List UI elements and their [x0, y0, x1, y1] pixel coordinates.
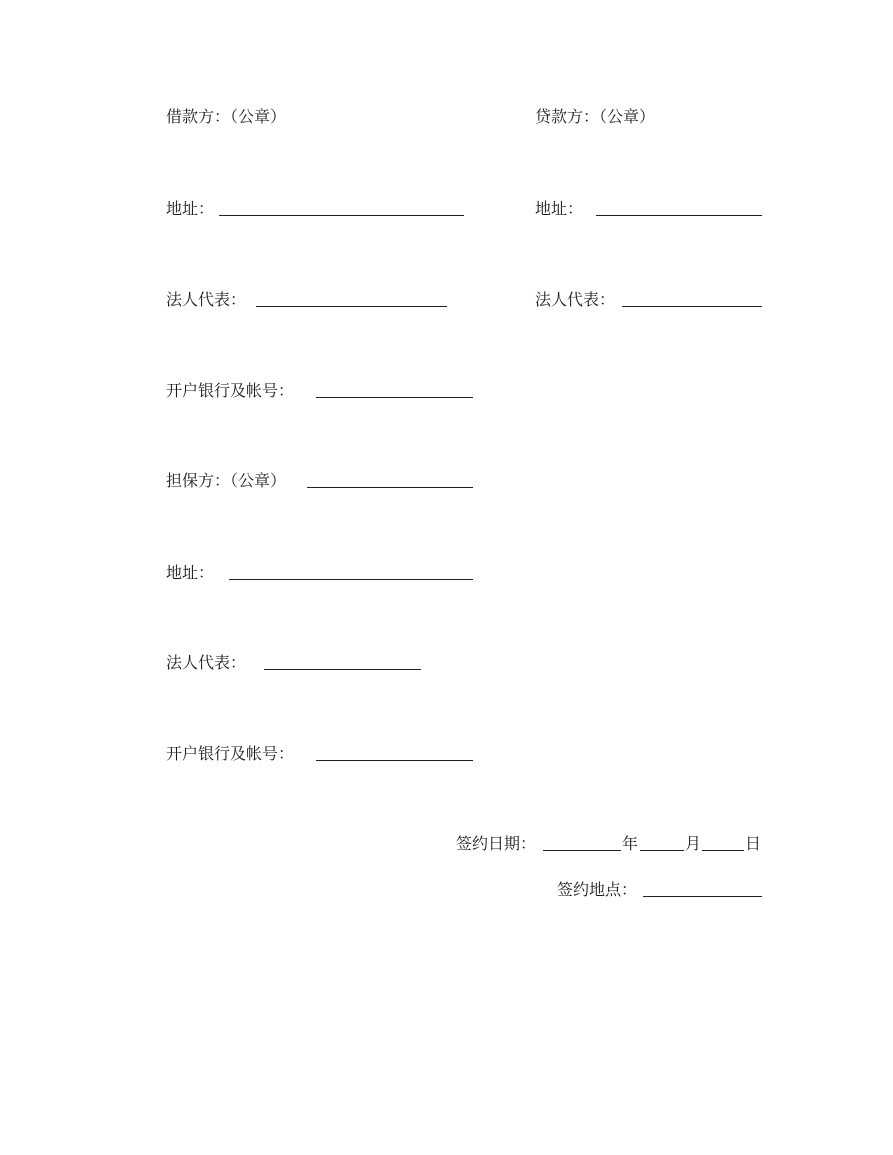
guarantor-address-label: 地址：: [166, 563, 215, 582]
guarantor-legal-rep-line[interactable]: [264, 669, 421, 670]
borrower-legal-rep-label: 法人代表：: [166, 290, 247, 309]
guarantor-seal-line[interactable]: [307, 487, 473, 488]
guarantor-address-line[interactable]: [229, 579, 473, 580]
signing-date-label: 签约日期：: [456, 834, 537, 853]
month-label: 月: [685, 834, 702, 853]
year-label: 年: [622, 834, 639, 853]
signing-place-label: 签约地点：: [557, 880, 638, 899]
borrower-bank-account-line[interactable]: [316, 397, 473, 398]
lender-address-label: 地址：: [535, 199, 584, 218]
guarantor-bank-account-label: 开户银行及帐号：: [166, 744, 295, 763]
signing-place-line[interactable]: [643, 896, 762, 897]
day-label: 日: [745, 834, 762, 853]
borrower-seal-label: 借款方：（公章）: [166, 107, 287, 126]
guarantor-bank-account-line[interactable]: [316, 760, 473, 761]
borrower-address-label: 地址：: [166, 199, 215, 218]
guarantor-seal-label: 担保方：（公章）: [166, 471, 287, 490]
borrower-address-line[interactable]: [219, 215, 464, 216]
borrower-legal-rep-line[interactable]: [256, 306, 447, 307]
signing-year-line[interactable]: [543, 850, 621, 851]
lender-seal-label: 贷款方：（公章）: [535, 107, 656, 126]
borrower-bank-account-label: 开户银行及帐号：: [166, 381, 295, 400]
signing-day-line[interactable]: [702, 850, 744, 851]
lender-address-line[interactable]: [596, 215, 762, 216]
lender-legal-rep-label: 法人代表：: [535, 290, 616, 309]
lender-legal-rep-line[interactable]: [622, 306, 762, 307]
guarantor-legal-rep-label: 法人代表：: [166, 653, 247, 672]
signing-month-line[interactable]: [640, 850, 684, 851]
